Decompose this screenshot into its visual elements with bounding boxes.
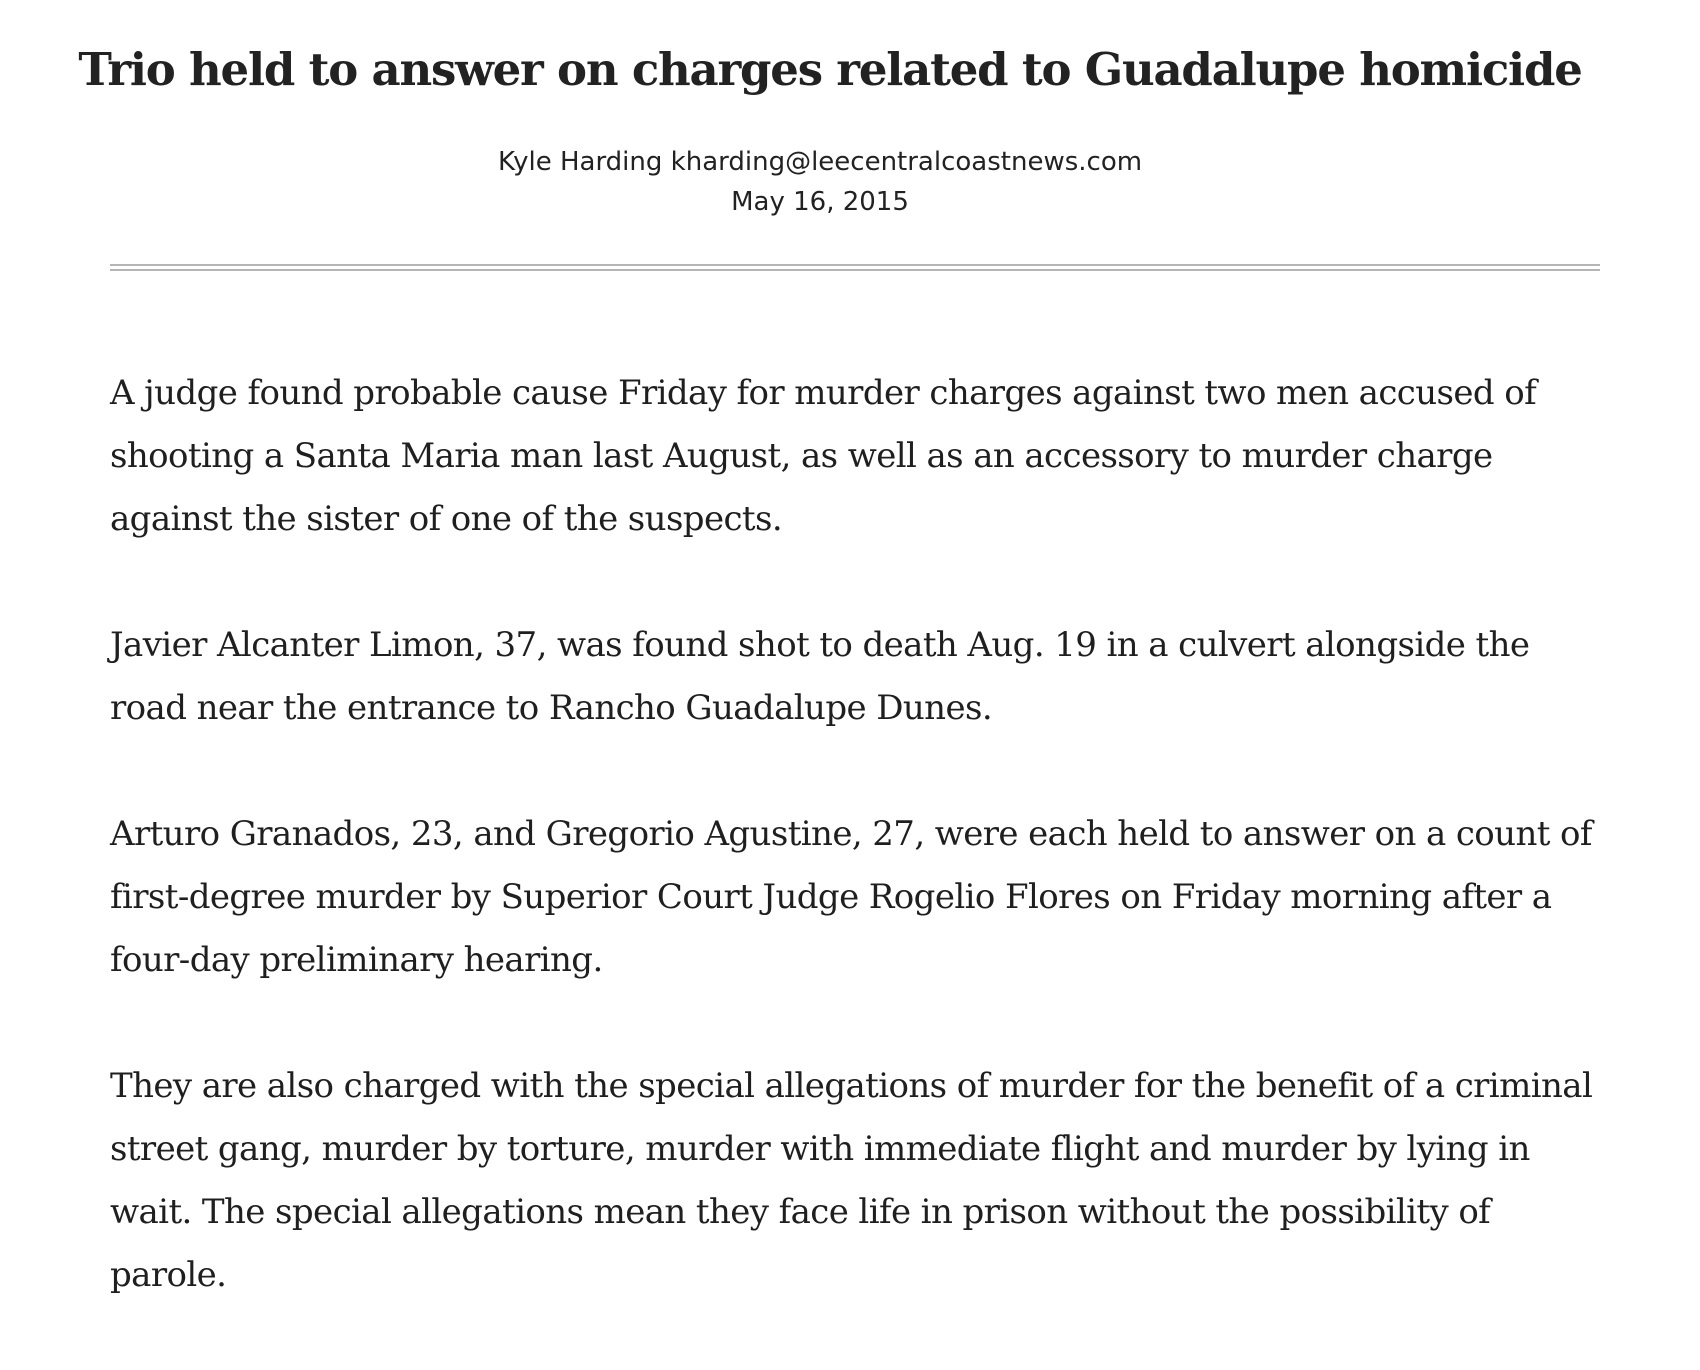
header-divider [110, 264, 1600, 271]
article-byline: Kyle Harding kharding@leecentralcoastnews.com [497, 147, 1143, 177]
article-paragraph-2: Javier Alcanter Limon, 37, was found shot to death Aug. 19 in a culvert alongside the road near the entrance to Rancho Guadalupe Dunes. [110, 625, 1530, 728]
article-date: May 16, 2015 [731, 187, 909, 217]
article-paragraph-3: Arturo Granados, 23, and Gregorio Agustine, 27, were each held to answer on a count of first-degree murder by Superior Court Judge Rogelio Flores on Friday morning after a four-day preliminary hearing. [110, 814, 1592, 980]
article-body [110, 362, 1610, 1370]
article-paragraph-4: They are also charged with the special allegations of murder for the benefit of a criminal street gang, murder by torture, murder with immediate flight and murder by lying in wait. The special allegations mean they face life in prison without the possibility of parole. [110, 1066, 1593, 1295]
article-headline: Trio held to answer on charges related to Guadalupe homicide [78, 43, 1582, 96]
article-paragraph-1: A judge found probable cause Friday for murder charges against two men accused of shooting a Santa Maria man last August, as well as an accessory to murder charge against the sister of one of the suspects. [110, 373, 1537, 539]
